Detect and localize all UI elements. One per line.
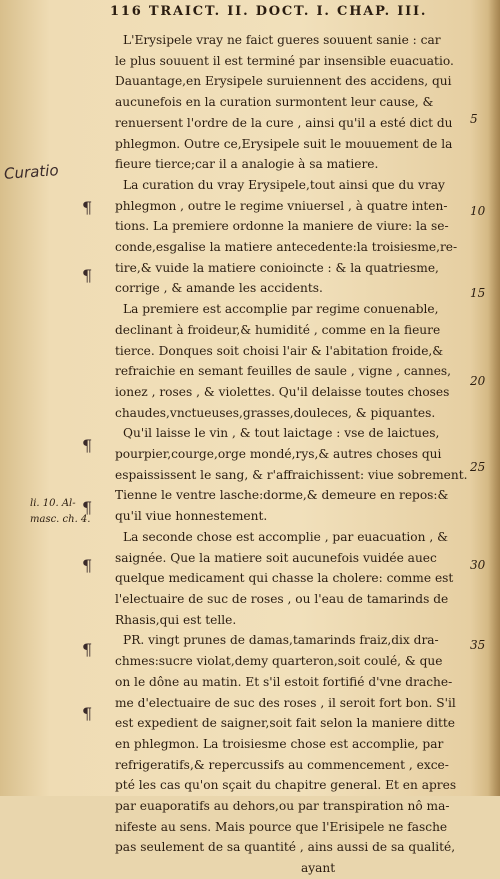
text-line: chmes:sucre violat,demy quarteron,soit coulé, & que [115, 654, 443, 669]
line-number: 10 [470, 204, 486, 218]
text-line: phlegmon. Outre ce,Erysipele suit le mouuement de la [115, 136, 453, 151]
pilcrow-mark: ¶ [82, 498, 93, 517]
text-line: on le dône au matin. Et s'il estoit fortifié d'vne drache- [115, 674, 453, 689]
text-line: La seconde chose est accomplie , par euacuation , & [123, 529, 448, 544]
text-line: ionez , roses , & violettes. Qu'il delaisse toutes choses [115, 384, 450, 399]
text-line: La premiere est accomplie par regime conuenable, [123, 302, 439, 317]
text-line: me d'electuaire de suc des roses , il seroit fort bon. S'il [115, 695, 456, 710]
text-line: quelque medicament qui chasse la cholere: comme est [115, 571, 454, 586]
text-line: Tienne le ventre lasche:dorme,& demeure en repos:& [115, 488, 449, 503]
text-line: l'electuaire de suc de roses , ou l'eau de tamarinds de [115, 591, 449, 606]
text-line: declinant à froideur,& humidité , comme en la fieure [115, 322, 441, 337]
margin-note: li. 10. Al- [30, 498, 76, 509]
text-line: Rhasis,qui est telle. [115, 612, 237, 627]
text-line: chaudes,vnctueuses,grasses,douleces, & piquantes. [115, 405, 436, 420]
text-line: saignée. Que la matiere soit aucunefois vuidée auec [115, 550, 437, 565]
handwritten-note: Curatio [3, 161, 60, 183]
text-line: pourpier,courge,orge mondé,rys,& autres choses qui [115, 447, 442, 462]
text-line: pté les cas qu'on sçait du chapitre general. Et en apres [115, 778, 457, 793]
text-line: refraichie en semant feuilles de saule , vigne , cannes, [115, 364, 452, 379]
text-line: PR. vingt prunes de damas,tamarinds fraiz,dix dra- [123, 633, 439, 648]
catchword-line: ayant [115, 861, 336, 876]
text-line: corrige , & amande les accidents. [115, 281, 323, 296]
text-line: L'Erysipele vray ne faict gueres souuent sanie : car [123, 33, 441, 47]
text-line: tions. La premiere ordonne la maniere de viure: la se- [115, 219, 449, 234]
pilcrow-mark: ¶ [82, 556, 93, 575]
pilcrow-mark: ¶ [82, 640, 93, 659]
text-line: le plus souuent il est terminé par insensible euacuatio. [115, 53, 454, 68]
pilcrow-mark: ¶ [82, 198, 93, 217]
text-line: conde,esgalise la matiere antecedente:la troisiesme,re- [115, 240, 458, 255]
running-header: 116 TRAICT. II. DOCT. I. CHAP. III. [110, 4, 428, 19]
pilcrow-mark: ¶ [82, 436, 93, 455]
line-number: 20 [470, 374, 486, 388]
pilcrow-mark: ¶ [82, 704, 93, 723]
text-line: Dauantage,en Erysipele suruiennent des accidens, qui [115, 74, 452, 89]
text-line: refrigeratifs,& repercussifs au commencement , exce- [115, 757, 449, 772]
text-line: est expedient de saigner,soit fait selon la maniere ditte [115, 716, 455, 731]
line-number: 35 [470, 638, 486, 652]
body-text [115, 30, 468, 879]
text-line: aucunefois en la curation surmontent leur cause, & [115, 95, 434, 110]
line-number: 25 [470, 460, 486, 474]
text-line: par euaporatifs au dehors,ou par transpiration nô ma- [115, 799, 450, 814]
text-line: La curation du vray Erysipele,tout ainsi que du vray [123, 177, 445, 192]
line-number: 30 [470, 558, 486, 572]
text-line: espaississent le sang, & r'affraichissent: viue sobrement. [115, 467, 468, 482]
text-line: tierce. Donques soit choisi l'air & l'abitation froide,& [115, 343, 444, 358]
pilcrow-mark: ¶ [82, 266, 93, 285]
line-number: 15 [470, 286, 486, 300]
text-line: renuersent l'ordre de la cure , ainsi qu'il a esté dict du [115, 115, 453, 130]
text-line: en phlegmon. La troisiesme chose est accomplie, par [115, 736, 444, 751]
text-line: Qu'il laisse le vin , & tout laictage : vse de laictues, [123, 426, 440, 441]
text-line: fieure tierce;car il a analogie à sa matiere. [115, 157, 379, 172]
margin-note: masc. ch. 4. [30, 514, 91, 525]
text-line: nifeste au sens. Mais pource que l'Erisipele ne fasche [115, 819, 448, 834]
text-line: phlegmon , outre le regime vniuersel , à quatre inten- [115, 198, 448, 213]
page-edge-shadow [488, 0, 500, 796]
text-line: pas seulement de sa quantité , ains aussi de sa qualité, [115, 840, 456, 855]
line-number: 5 [470, 112, 478, 126]
text-line: qu'il viue honnestement. [115, 509, 268, 524]
text-line: tire,& vuide la matiere conioincte : & la quatriesme, [115, 260, 439, 275]
